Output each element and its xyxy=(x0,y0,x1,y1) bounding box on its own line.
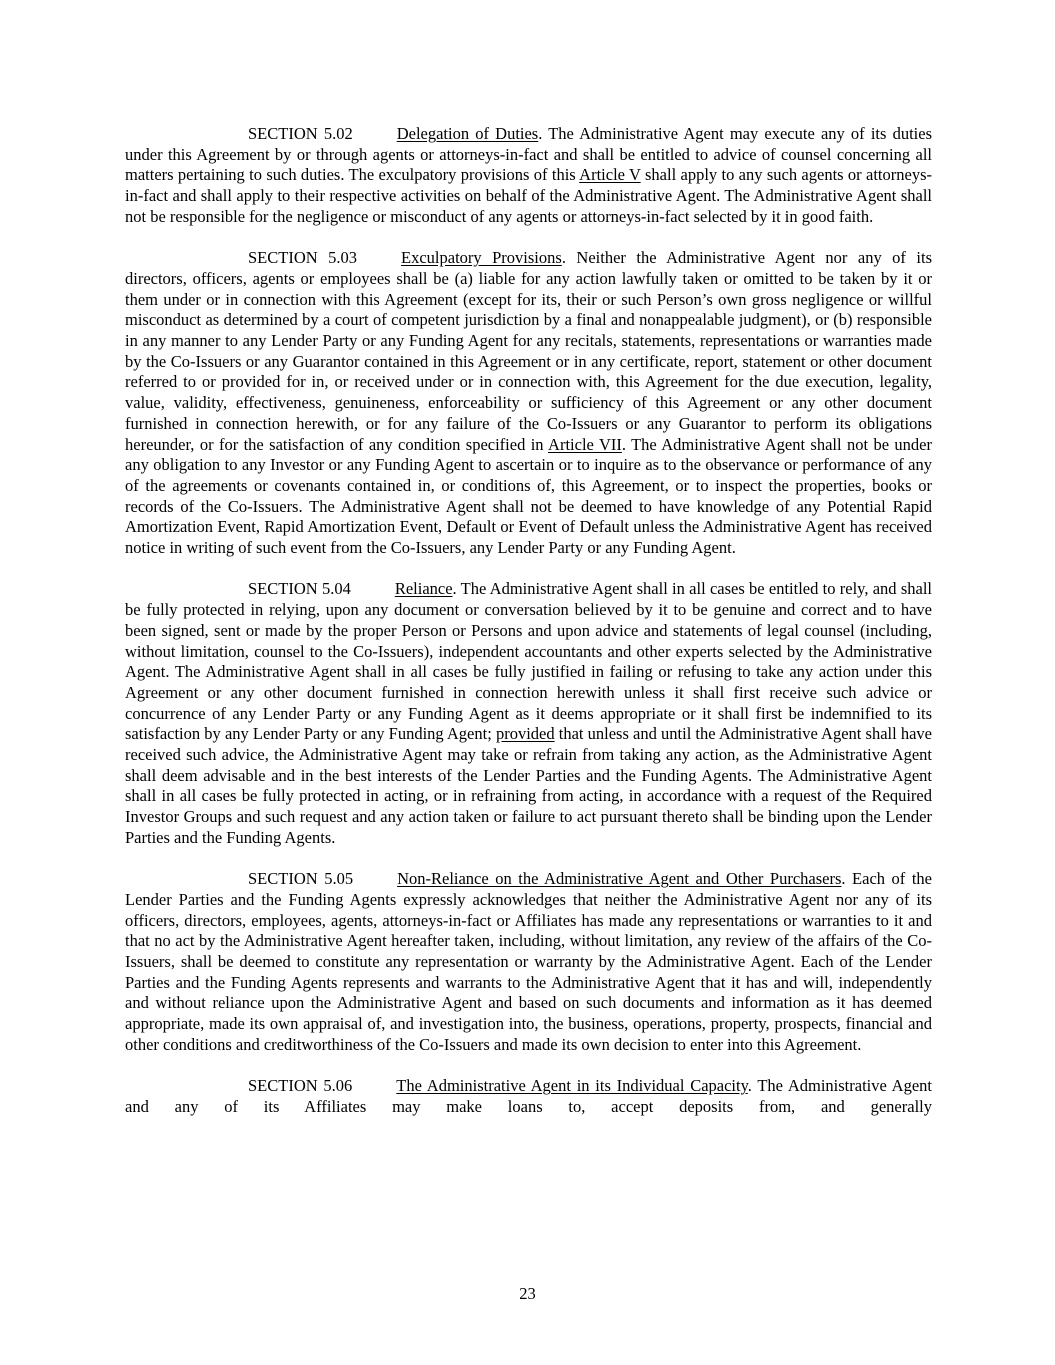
section-text: . The Administrative Agent shall in all cases be entitled to rely, and shall be fully protected in relying, upon any document or conversation believed by it to be genuine and correct and to have been signed, sent or made by the proper Person or Persons and upon advice and statements of legal counsel (including, without limitation, counsel to the Co-Issuers), independent accountants and other experts selected by the Administrative Agent. The Administrative Agent shall in all cases be fully justified in failing or refusing to take any action under this Agreement or any other document furnished in connection herewith unless it shall first receive such advice or concurrence of any Lender Party or any Funding Agent as it deems appropriate or it shall first be indemnified to its satisfaction by any Lender Party or any Funding Agent; xyxy=(125,579,932,744)
cross-reference: Article V xyxy=(579,165,641,185)
section-text: . The Administrative Agent shall not be under any obligation to any Investor or any Funding Agent to ascertain or to inquire as to the observance or performance of any of the agreements or covenants contained in, or conditions of, this Agreement, or to inspect the properties, books or records of the Co-Issuers. The Administrative Agent shall not be deemed to have knowledge of any Potential Rapid Amortization Event, Rapid Amortization Event, Default or Event of Default unless the Administrative Agent has received notice in writing of such event from the Co-Issuers, any Lender Party or any Funding Agent. xyxy=(125,434,933,558)
section-heading: Reliance xyxy=(394,579,453,599)
section-5-06 xyxy=(125,1076,932,1117)
section-text: . The Administrative Agent and any of its Affiliates may make loans to, accept deposits from, and generally xyxy=(125,1076,932,1116)
section-number: SECTION 5.03 xyxy=(248,248,358,268)
section-text: that unless and until the Administrative Agent shall have received such advice, the Administrative Agent may take or refrain from taking any action, as the Administrative Agent shall deem advisable and in the best interests of the Lender Parties and the Funding Agents. The Administrative Agent shall in all cases be fully protected in acting, or in refraining from acting, in accordance with a request of the Required Investor Groups and such request and any action taken or failure to act pursuant thereto shall be binding upon the Lender Parties and the Funding Agents. xyxy=(125,724,932,847)
section-number: SECTION 5.06 xyxy=(248,1076,353,1096)
cross-reference: Article VII xyxy=(548,434,622,454)
section-5-03 xyxy=(125,248,932,559)
section-5-05 xyxy=(125,869,932,1055)
section-5-04 xyxy=(125,579,932,848)
section-heading: Non-Reliance on the Administrative Agent and Other Purchasers xyxy=(397,869,842,889)
section-text: . Neither the Administrative Agent nor any of its directors, officers, agents or employees shall be (a) liable for any action lawfully taken or omitted to be taken by it or them under or in connection with this Agreement (except for its, their or such Person’s own gross negligence or willful misconduct as determined by a court of competent jurisdiction by a final and nonappealable judgment), or (b) responsible in any manner to any Lender Party or any Funding Agent for any recitals, statements, representations or warranties made by the Co-Issuers or any Guarantor contained in this Agreement or in any certificate, report, statement or other document referred to or provided for in, or received under or in connection with, this Agreement for the due execution, legality, value, validity, effectiveness, genuineness, enforceability or sufficiency of this Agreement or any other document furnished in connection herewith, or for any failure of the Co-Issuers or any Guarantor to perform its obligations hereunder, or for the satisfaction of any condition specified in xyxy=(125,248,932,454)
section-number: SECTION 5.05 xyxy=(248,869,354,889)
document-body xyxy=(125,124,932,1138)
section-heading: The Administrative Agent in its Individual Capacity xyxy=(396,1076,748,1096)
section-heading: Delegation of Duties xyxy=(396,124,539,143)
section-text: . The Administrative Agent may execute any of its duties under this Agreement by or through agents or attorneys-in-fact and shall be entitled to advice of counsel concerning all matters pertaining to such duties. The exculpatory provisions of this xyxy=(125,124,932,185)
section-number: SECTION 5.04 xyxy=(248,579,351,599)
page-number: 23 xyxy=(519,1284,536,1303)
section-text: . Each of the Lender Parties and the Funding Agents expressly acknowledges that neither the Administrative Agent nor any of its officers, directors, employees, agents, attorneys-in-fact or Affiliates has made any representations or warranties to it and that no act by the Administrative Agent hereafter taken, including, without limitation, any review of the affairs of the Co-Issuers, shall be deemed to constitute any representation or warranty by the Administrative Agent. Each of the Lender Parties and the Funding Agents represents and warrants to the Administrative Agent that it has and will, independently and without reliance upon the Administrative Agent and based on such documents and information as it has deemed appropriate, made its own appraisal of, and investigation into, the business, operations, property, prospects, financial and other conditions and creditworthiness of the Co-Issuers and made its own decision to enter into this Agreement. xyxy=(125,869,932,1054)
section-heading: Exculpatory Provisions xyxy=(401,248,562,268)
section-number: SECTION 5.02 xyxy=(248,124,353,143)
section-5-02 xyxy=(125,124,932,228)
defined-term: provided xyxy=(495,724,555,744)
section-text: shall apply to any such agents or attorneys-in-fact and shall apply to their respective activities on behalf of the Administrative Agent. The Administrative Agent shall not be responsible for the negligence or misconduct of any agents or attorneys-in-fact selected by it in good faith. xyxy=(125,165,932,226)
